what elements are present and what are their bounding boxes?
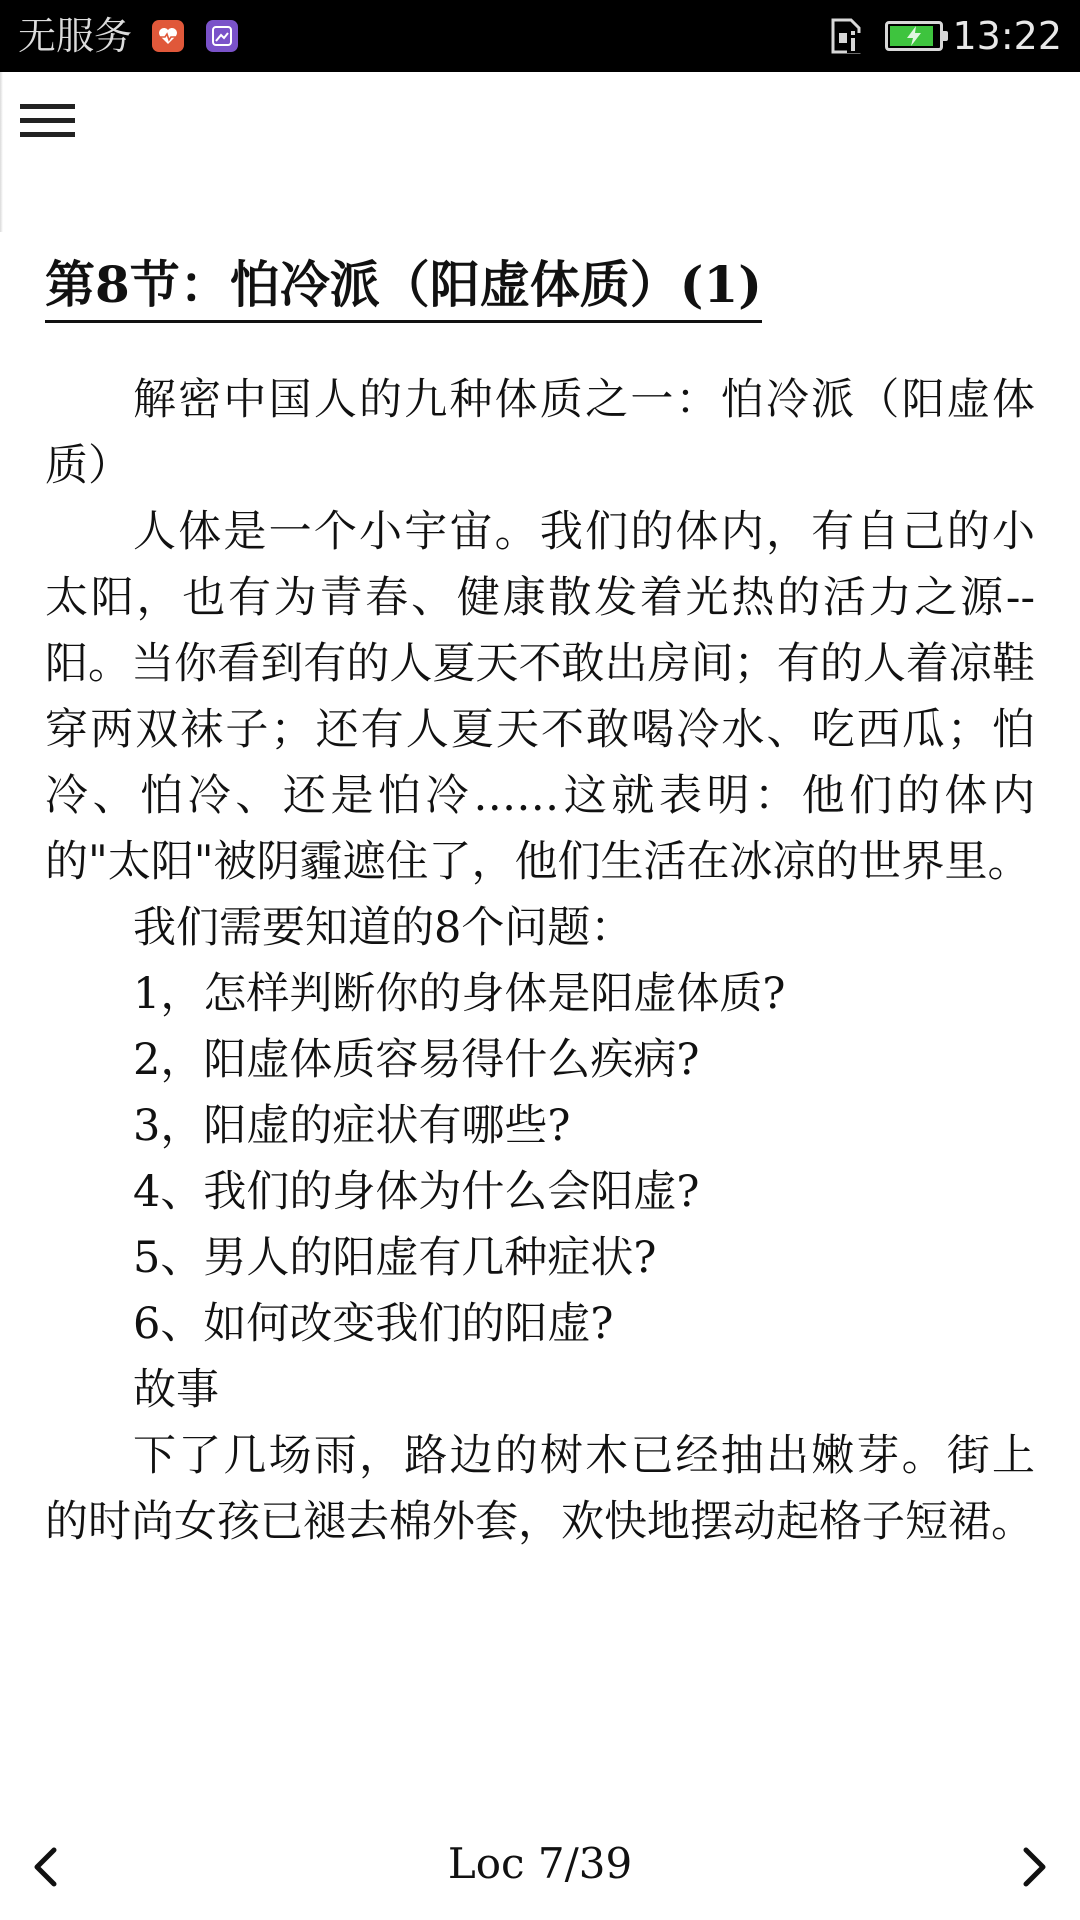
chapter-body [45,367,1035,1555]
carrier-label: 无服务 [18,14,133,58]
reading-content [45,252,1035,1555]
gallery-app-icon [206,20,238,52]
chapter-title: 第8节：怕冷派（阳虚体质）(1) [45,252,762,323]
paragraph: 6、如何改变我们的阳虚? [133,1299,614,1349]
paragraph: 故事 [133,1365,219,1415]
paragraph: 3，阳虚的症状有哪些? [133,1101,571,1151]
paragraph: 下了几场雨，路边的树木已经抽出嫩芽。街上的时尚女孩已褪去棉外套，欢快地摆动起格子短裙。 [45,1431,1035,1547]
sim-info-icon [829,17,865,59]
paragraph: 我们需要知道的8个问题： [133,903,634,953]
chevron-right-icon[interactable] [1008,1842,1058,1892]
paragraph: 1，怎样判断你的身体是阳虚体质? [133,969,786,1019]
page-navigation [0,1820,1080,1910]
hamburger-menu-icon[interactable] [12,92,84,150]
paragraph: 人体是一个小宇宙。我们的体内，有自己的小太阳，也有为青春、健康散发着光热的活力之源--阳。当你看到有的人夏天不敢出房间；有的人着凉鞋穿两双袜子；还有人夏天不敢喝冷水、吃西瓜；怕冷、怕冷、还是怕冷……这就表明：他们的体内的"太阳"被阴霾遮住了，他们生活在冰凉的世界里。 [45,507,1035,887]
drawer-edge [0,72,3,232]
reader-toolbar [0,72,1080,230]
status-bar [0,0,1080,72]
location-indicator: Loc 7/39 [447,1839,633,1888]
clock: 13:22 [952,14,1062,58]
paragraph: 4、我们的身体为什么会阳虚? [133,1167,700,1217]
health-app-icon [152,20,184,52]
paragraph: 2，阳虚体质容易得什么疾病? [133,1035,700,1085]
paragraph: 5、男人的阳虚有几种症状? [133,1233,657,1283]
paragraph: 解密中国人的九种体质之一：怕冷派（阳虚体质） [45,375,1035,491]
battery-charging-icon [885,21,943,51]
